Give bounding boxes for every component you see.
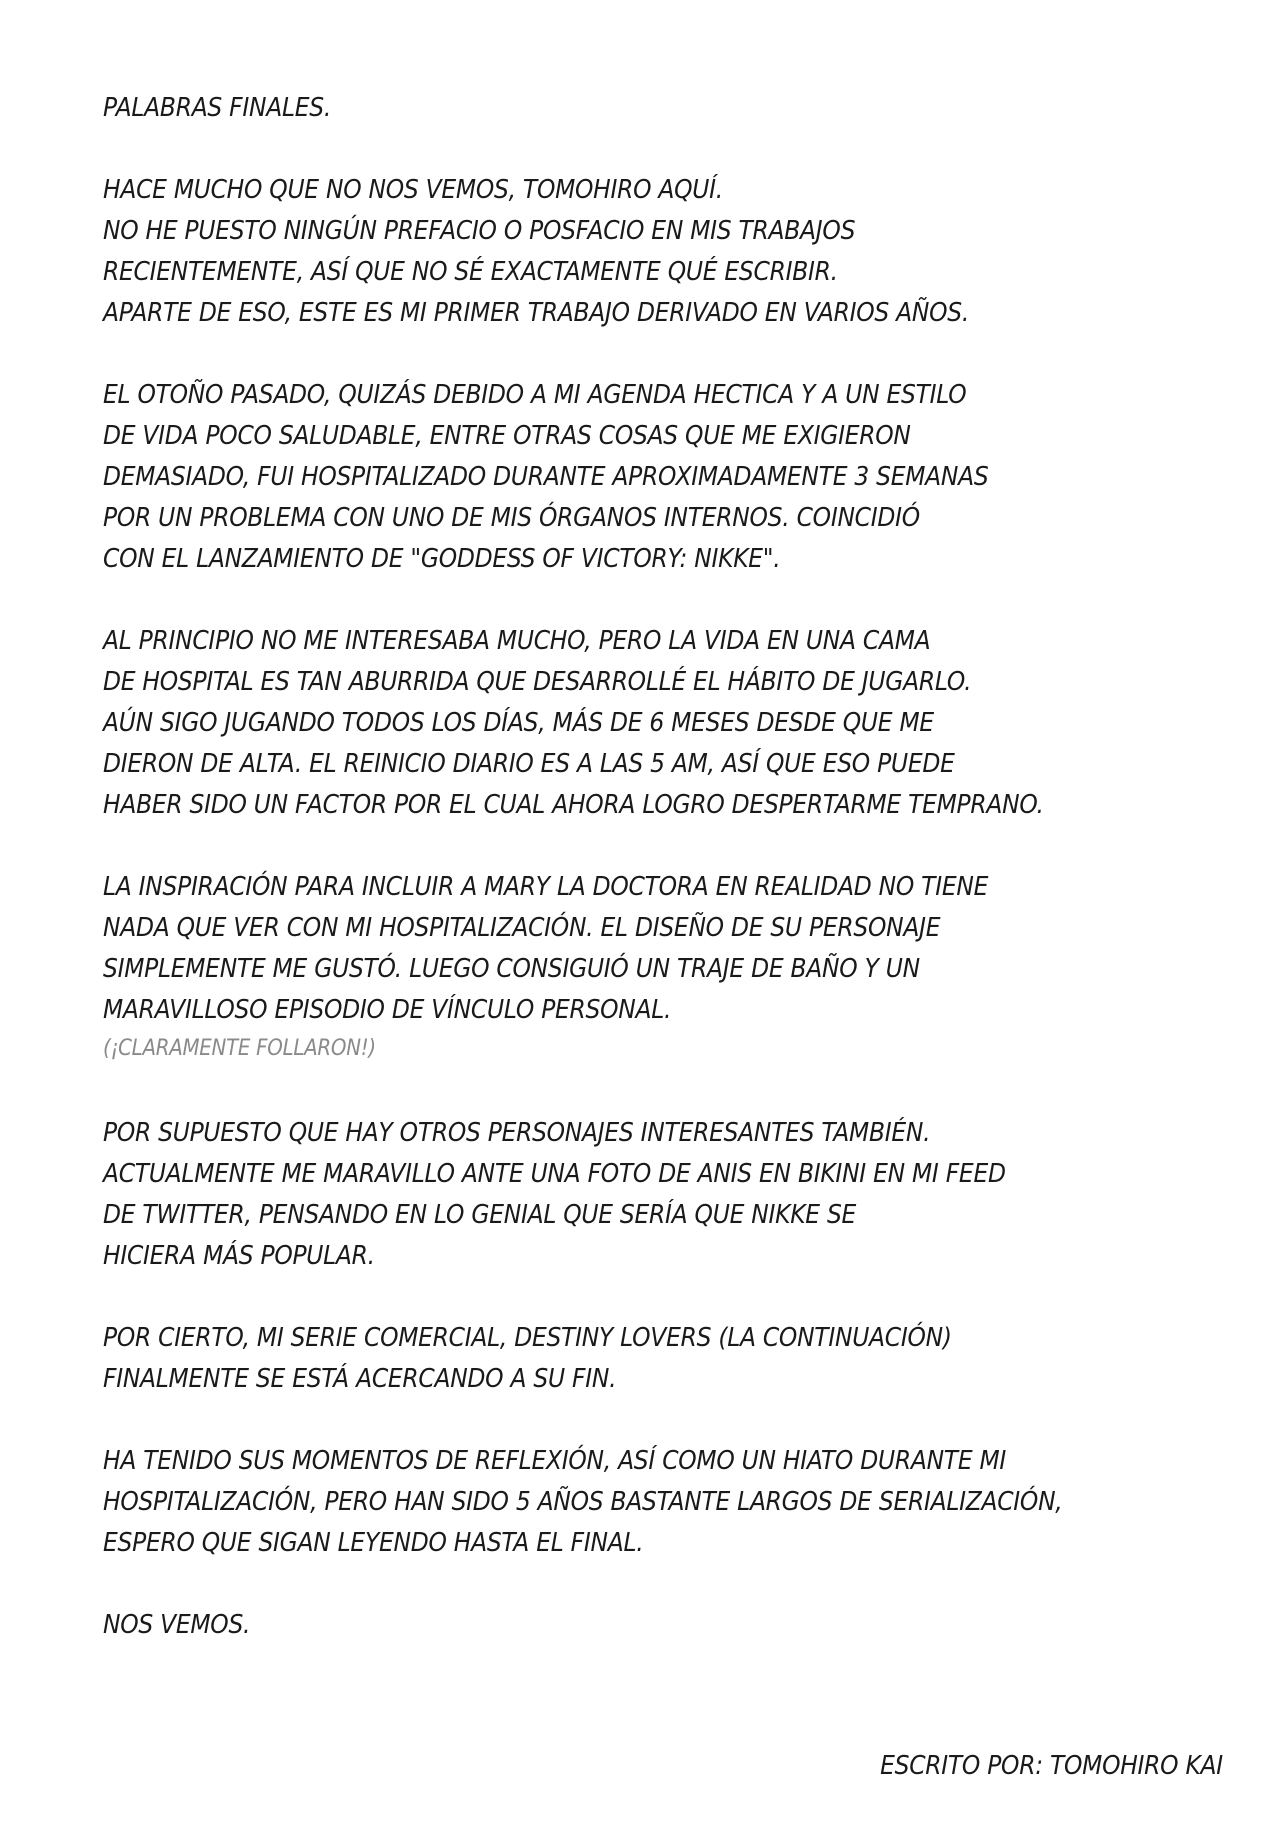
page-title: PALABRAS FINALES. [103,93,332,123]
text-line: MARAVILLOSO EPISODIO DE VÍNCULO PERSONAL. [103,995,672,1025]
text-line: RECIENTEMENTE, ASÍ QUE NO SÉ EXACTAMENTE QUÉ ESCRIBIR. [103,257,838,287]
paragraph-3 [103,621,1111,826]
text-line: SIMPLEMENTE ME GUSTÓ. LUEGO CONSIGUIÓ UN TRAJE DE BAÑO Y UN [103,954,920,984]
text-line: HA TENIDO SUS MOMENTOS DE REFLEXIÓN, ASÍ COMO UN HIATO DURANTE MI [103,1446,1007,1476]
text-line: NADA QUE VER CON MI HOSPITALIZACIÓN. EL DISEÑO DE SU PERSONAJE [103,913,941,943]
paragraph-4 [103,867,1111,1072]
text-line: HABER SIDO UN FACTOR POR EL CUAL AHORA LOGRO DESPERTARME TEMPRANO. [103,790,1044,820]
text-line: NO HE PUESTO NINGÚN PREFACIO O POSFACIO EN MIS TRABAJOS [103,216,856,246]
author-signature: ESCRITO POR: TOMOHIRO KAI [880,1751,1223,1781]
paragraph-gap [103,1400,1111,1441]
paragraph-7 [103,1441,1111,1564]
paragraph-gap [103,1072,1111,1113]
text-line: ESPERO QUE SIGAN LEYENDO HASTA EL FINAL. [103,1528,644,1558]
text-line: CON EL LANZAMIENTO DE "GODDESS OF VICTORY: NIKKE". [103,544,781,574]
text-line: HACE MUCHO QUE NO NOS VEMOS, TOMOHIRO AQUÍ. [103,175,723,205]
text-line: FINALMENTE SE ESTÁ ACERCANDO A SU FIN. [103,1364,617,1394]
paragraph-gap [103,129,1111,170]
text-line: HICIERA MÁS POPULAR. [103,1241,375,1271]
paragraph-gap [103,1564,1111,1605]
text-line: DE HOSPITAL ES TAN ABURRIDA QUE DESARROLLÉ EL HÁBITO DE JUGARLO. [103,667,972,697]
text-line: EL OTOÑO PASADO, QUIZÁS DEBIDO A MI AGENDA HECTICA Y A UN ESTILO [103,380,967,410]
text-line: DE VIDA POCO SALUDABLE, ENTRE OTRAS COSAS QUE ME EXIGIERON [103,421,911,451]
text-line: POR SUPUESTO QUE HAY OTROS PERSONAJES INTERESANTES TAMBIÉN. [103,1118,931,1148]
text-line: DEMASIADO, FUI HOSPITALIZADO DURANTE APROXIMADAMENTE 3 SEMANAS [103,462,989,492]
text-line: LA INSPIRACIÓN PARA INCLUIR A MARY LA DOCTORA EN REALIDAD NO TIENE [103,872,989,902]
text-line: APARTE DE ESO, ESTE ES MI PRIMER TRABAJO DERIVADO EN VARIOS AÑOS. [103,298,970,328]
text-line: AÚN SIGO JUGANDO TODOS LOS DÍAS, MÁS DE 6 MESES DESDE QUE ME [103,708,934,738]
paragraph-gap [103,826,1111,867]
paragraph-gap [103,580,1111,621]
text-line: DIERON DE ALTA. EL REINICIO DIARIO ES A LAS 5 AM, ASÍ QUE ESO PUEDE [103,749,955,779]
paragraph-5 [103,1113,1111,1277]
afterword-text [103,88,1111,1646]
text-line: POR CIERTO, MI SERIE COMERCIAL, DESTINY LOVERS (LA CONTINUACIÓN) [103,1323,952,1353]
text-line: NOS VEMOS. [103,1610,251,1640]
aside-note: (¡CLARAMENTE FOLLARON!) [103,1036,376,1061]
text-line: AL PRINCIPIO NO ME INTERESABA MUCHO, PERO LA VIDA EN UNA CAMA [103,626,931,656]
paragraph-2 [103,375,1111,580]
text-line: HOSPITALIZACIÓN, PERO HAN SIDO 5 AÑOS BASTANTE LARGOS DE SERIALIZACIÓN, [103,1487,1063,1517]
paragraph-gap [103,334,1111,375]
text-line: ACTUALMENTE ME MARAVILLO ANTE UNA FOTO DE ANIS EN BIKINI EN MI FEED [103,1159,1006,1189]
text-line: DE TWITTER, PENSANDO EN LO GENIAL QUE SERÍA QUE NIKKE SE [103,1200,857,1230]
paragraph-1 [103,170,1111,334]
paragraph-8 [103,1605,1111,1646]
paragraph-6 [103,1318,1111,1400]
paragraph-gap [103,1277,1111,1318]
text-line: POR UN PROBLEMA CON UNO DE MIS ÓRGANOS INTERNOS. COINCIDIÓ [103,503,920,533]
